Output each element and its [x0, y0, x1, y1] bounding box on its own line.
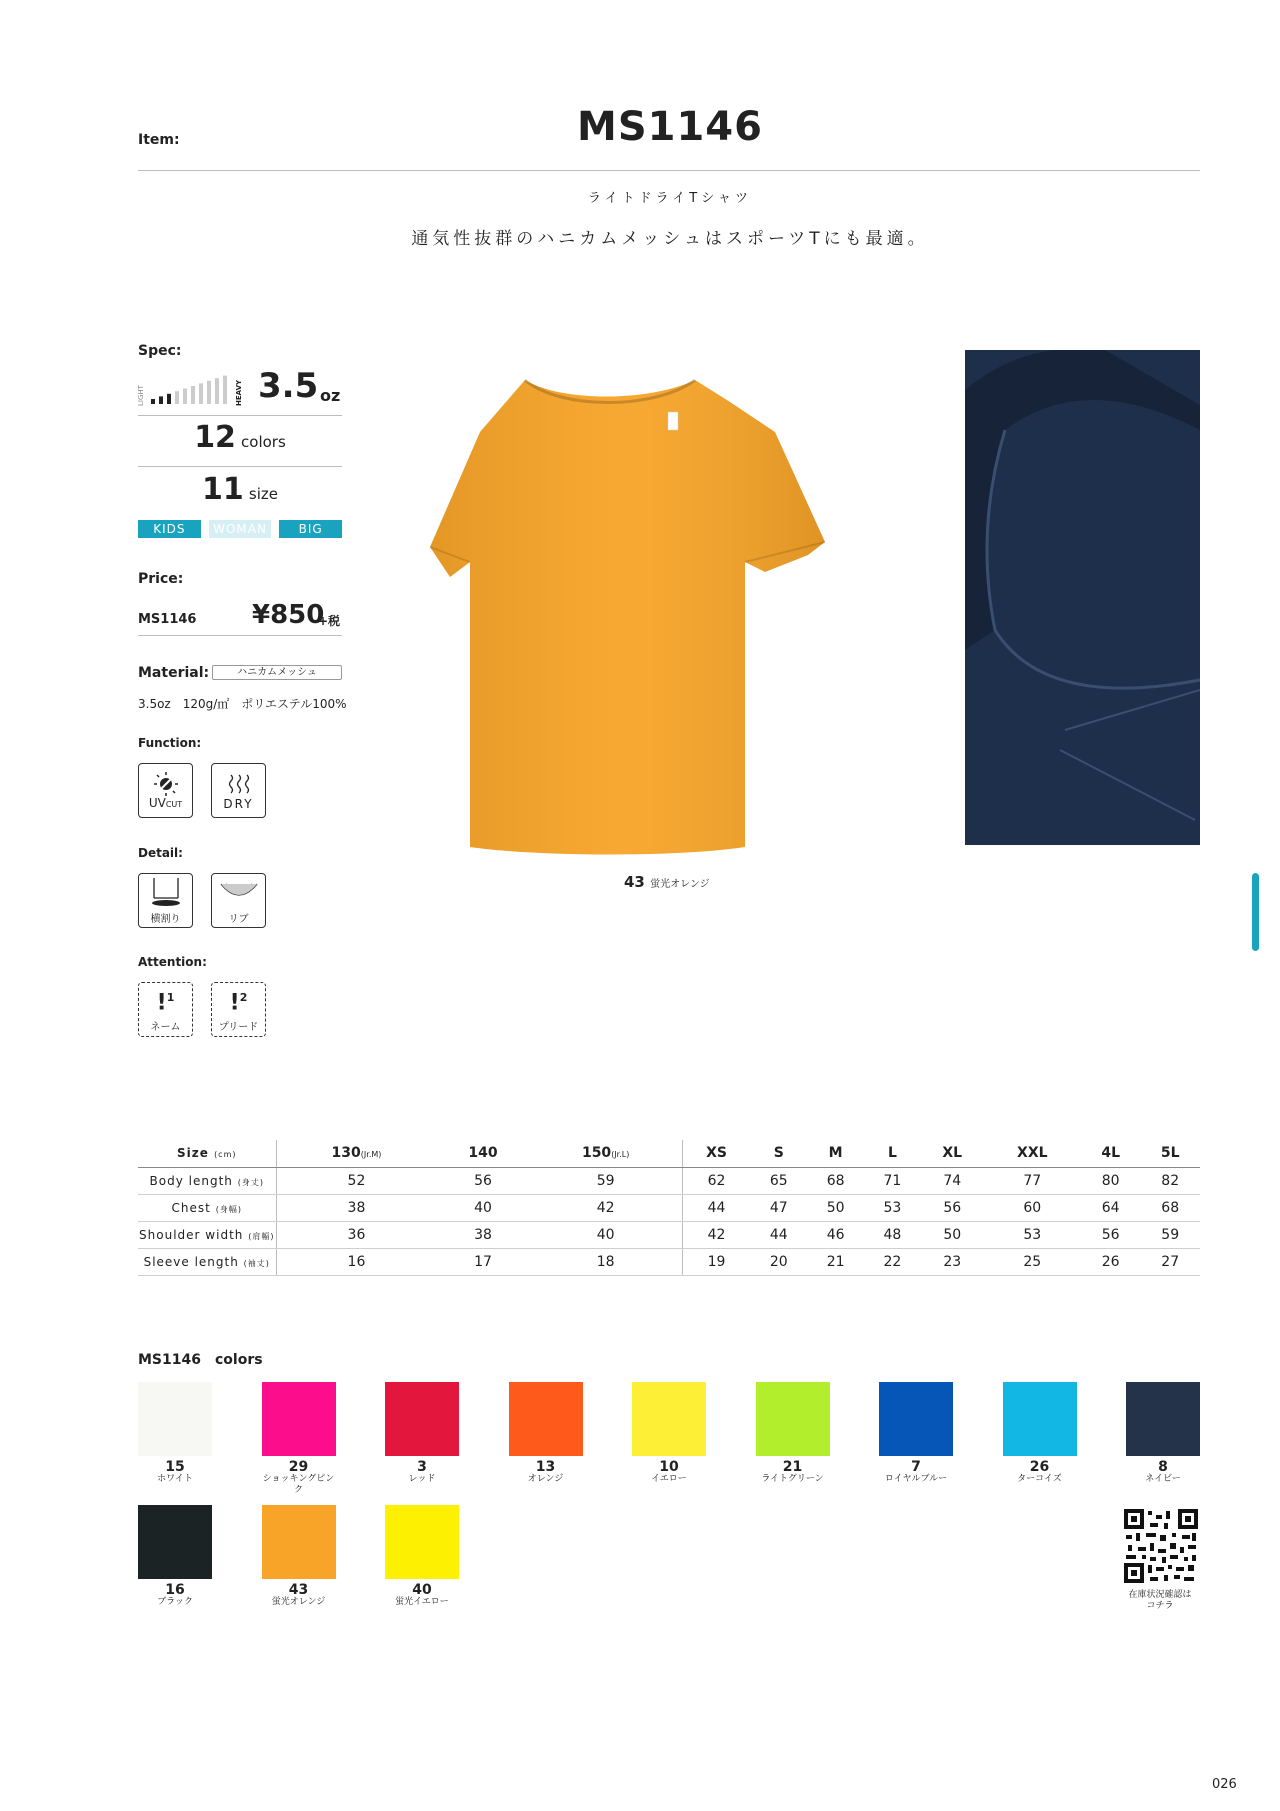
- material-badge: ハニカムメッシュ: [212, 665, 342, 680]
- color-name: 蛍光イエロー: [395, 1597, 449, 1607]
- size-cell: 16: [276, 1248, 436, 1275]
- size-cell: 40: [530, 1221, 683, 1248]
- size-cell: 60: [984, 1194, 1081, 1221]
- color-swatch-item[interactable]: [385, 1382, 459, 1485]
- color-swatch-item[interactable]: [138, 1505, 212, 1608]
- size-row-label: Sleeve length (袖丈): [138, 1248, 276, 1275]
- size-cell: 56: [1081, 1221, 1141, 1248]
- caption-color-name: 蛍光オレンジ: [650, 879, 710, 890]
- size-cell: 80: [1081, 1167, 1141, 1194]
- table-row: [138, 1167, 1200, 1194]
- color-chip[interactable]: [509, 1382, 583, 1456]
- size-col-4l: 4L: [1081, 1140, 1141, 1167]
- size-cell: 25: [984, 1248, 1081, 1275]
- size-col-140: 140: [436, 1140, 529, 1167]
- color-swatch-item[interactable]: [1126, 1382, 1200, 1485]
- color-chip[interactable]: [138, 1505, 212, 1579]
- size-tag-kids: KIDS: [138, 520, 201, 538]
- size-row-label: Chest (身幅): [138, 1194, 276, 1221]
- weight-level-bar: [215, 378, 219, 404]
- size-cell: 40: [436, 1194, 529, 1221]
- color-swatch-item[interactable]: [385, 1505, 459, 1608]
- size-range-tags: [138, 520, 342, 538]
- size-cell: 44: [750, 1221, 807, 1248]
- product-image-caption: [624, 873, 710, 891]
- page-title: MS1146: [577, 104, 763, 150]
- size-cell: 50: [807, 1194, 864, 1221]
- uv-sun-graphic: [151, 771, 181, 797]
- color-name: レッド: [408, 1474, 436, 1484]
- color-chip[interactable]: [385, 1505, 459, 1579]
- spec-divider-2: [138, 466, 342, 467]
- size-cell: 38: [436, 1221, 529, 1248]
- fabric-weight-value: 3.5: [258, 366, 319, 406]
- color-name: ショッキングピンク: [262, 1474, 335, 1495]
- side-split-graphic: [146, 876, 186, 908]
- colors-title: MS1146 colors: [138, 1352, 263, 1368]
- color-name: イエロー: [651, 1474, 687, 1484]
- color-swatch-item[interactable]: [879, 1382, 953, 1485]
- dry-wave-graphic: [224, 772, 254, 798]
- weight-meter-graphic: [136, 368, 246, 408]
- price-label: Price:: [138, 571, 184, 587]
- item-label: Item:: [138, 132, 180, 148]
- size-tag-woman: WOMAN: [209, 520, 272, 538]
- size-count-value: 11: [202, 472, 244, 507]
- meter-heavy-label: HEAVY: [235, 379, 243, 406]
- color-swatch-item[interactable]: [138, 1382, 212, 1485]
- size-col-5l: 5L: [1140, 1140, 1200, 1167]
- size-col-xl: XL: [921, 1140, 984, 1167]
- uv-cut-icon: UVCUT: [138, 763, 193, 818]
- neck-label: [668, 412, 678, 430]
- size-count-unit: size: [248, 485, 278, 503]
- table-row: [138, 1221, 1200, 1248]
- color-chip[interactable]: [756, 1382, 830, 1456]
- color-chip[interactable]: [1126, 1382, 1200, 1456]
- qr-code[interactable]: [1124, 1509, 1198, 1583]
- size-cell: 53: [864, 1194, 921, 1221]
- function-label: Function:: [138, 736, 202, 750]
- meter-light-label: LIGHT: [137, 385, 145, 406]
- weight-level-bars: [151, 376, 227, 404]
- size-cell: 20: [750, 1248, 807, 1275]
- weight-level-bar: [223, 376, 227, 404]
- color-swatch-item[interactable]: [509, 1382, 583, 1485]
- color-name: ライトグリーン: [761, 1474, 824, 1484]
- fabric-closeup-photo: [965, 350, 1200, 845]
- size-row-label: Shoulder width (肩幅): [138, 1221, 276, 1248]
- color-code: 26: [1029, 1459, 1050, 1475]
- size-cell: 82: [1140, 1167, 1200, 1194]
- size-cell: 47: [750, 1194, 807, 1221]
- color-code: 40: [412, 1582, 432, 1598]
- weight-level-bar: [207, 381, 211, 404]
- price-divider: [138, 635, 342, 636]
- size-cell: 44: [682, 1194, 750, 1221]
- color-code: 8: [1158, 1459, 1168, 1475]
- size-col-xxl: XXL: [984, 1140, 1081, 1167]
- size-cell: 68: [1140, 1194, 1200, 1221]
- color-chip[interactable]: [1003, 1382, 1077, 1456]
- size-cell: 26: [1081, 1248, 1141, 1275]
- size-cell: 17: [436, 1248, 529, 1275]
- caption-color-code: 43: [624, 873, 645, 891]
- size-cell: 65: [750, 1167, 807, 1194]
- size-cell: 56: [921, 1194, 984, 1221]
- size-head-label: Size (cm): [138, 1140, 276, 1167]
- size-cell: 52: [276, 1167, 436, 1194]
- weight-level-bar: [175, 391, 179, 404]
- page-number: 026: [1212, 1777, 1237, 1792]
- color-code: 15: [165, 1459, 185, 1475]
- rib-collar-icon: リブ: [211, 873, 266, 928]
- color-swatch-item[interactable]: [262, 1505, 336, 1608]
- weight-level-bar: [183, 389, 187, 404]
- color-code: 7: [911, 1459, 921, 1475]
- color-name: ターコイズ: [1017, 1474, 1062, 1484]
- weight-level-bar: [191, 386, 195, 404]
- size-cell: 64: [1081, 1194, 1141, 1221]
- weight-level-bar: [151, 399, 155, 404]
- price-value: ¥850: [252, 600, 325, 630]
- size-cell: 71: [864, 1167, 921, 1194]
- size-cell: 68: [807, 1167, 864, 1194]
- size-cell: 50: [921, 1221, 984, 1248]
- price-model-code: MS1146: [138, 612, 197, 627]
- size-cell: 21: [807, 1248, 864, 1275]
- weight-level-bar: [199, 383, 203, 404]
- size-cell: 62: [682, 1167, 750, 1194]
- size-cell: 36: [276, 1221, 436, 1248]
- spec-divider-1: [138, 415, 342, 416]
- size-col-l: L: [864, 1140, 921, 1167]
- size-cell: 46: [807, 1221, 864, 1248]
- size-cell: 23: [921, 1248, 984, 1275]
- color-chip[interactable]: [385, 1382, 459, 1456]
- side-split-icon: 横割り: [138, 873, 193, 928]
- size-cell: 22: [864, 1248, 921, 1275]
- color-count-value: 12: [194, 420, 236, 455]
- size-cell: 42: [682, 1221, 750, 1248]
- size-cell: 74: [921, 1167, 984, 1194]
- size-table-header: [138, 1140, 1200, 1167]
- color-name: オレンジ: [527, 1474, 564, 1484]
- color-name: ネイビー: [1145, 1474, 1181, 1484]
- color-chip[interactable]: [262, 1382, 336, 1456]
- fabric-weight-unit: oz: [320, 386, 341, 405]
- size-tag-big: BIG: [279, 520, 342, 538]
- color-code: 3: [417, 1459, 427, 1475]
- weight-level-bar: [167, 394, 171, 404]
- color-name: 蛍光オレンジ: [271, 1597, 326, 1607]
- size-cell: 42: [530, 1194, 683, 1221]
- color-name: ロイヤルブルー: [884, 1474, 948, 1484]
- table-row: [138, 1248, 1200, 1275]
- size-cell: 19: [682, 1248, 750, 1275]
- spec-label: Spec:: [138, 343, 182, 359]
- size-cell: 59: [530, 1167, 683, 1194]
- size-cell: 48: [864, 1221, 921, 1248]
- size-col-s: S: [750, 1140, 807, 1167]
- color-chip[interactable]: [138, 1382, 212, 1456]
- color-swatch-item[interactable]: [262, 1382, 336, 1496]
- color-swatch-item[interactable]: [756, 1382, 830, 1485]
- dry-icon: DRY: [211, 763, 266, 818]
- size-cell: 53: [984, 1221, 1081, 1248]
- size-cell: 56: [436, 1167, 529, 1194]
- color-code: 43: [288, 1582, 309, 1598]
- weight-level-bar: [159, 396, 163, 404]
- size-col-150: 150(Jr.L): [530, 1140, 683, 1167]
- color-code: 13: [535, 1459, 556, 1475]
- size-count: [138, 472, 342, 507]
- weight-meter: [136, 368, 246, 408]
- size-cell: 27: [1140, 1248, 1200, 1275]
- color-swatch-item[interactable]: [632, 1382, 706, 1485]
- color-code: 21: [782, 1459, 803, 1475]
- size-cell: 18: [530, 1248, 683, 1275]
- material-detail: 3.5oz 120g/㎡ ポリエステル100%: [138, 697, 347, 711]
- size-cell: 38: [276, 1194, 436, 1221]
- size-col-m: M: [807, 1140, 864, 1167]
- size-cell: 77: [984, 1167, 1081, 1194]
- color-name: ホワイト: [157, 1474, 193, 1484]
- color-chip[interactable]: [879, 1382, 953, 1456]
- color-count: [138, 420, 342, 455]
- header-divider: [138, 170, 1200, 171]
- color-code: 16: [165, 1582, 185, 1598]
- size-col-xs: XS: [682, 1140, 750, 1167]
- table-row: [138, 1194, 1200, 1221]
- color-name: ブラック: [157, 1597, 193, 1607]
- color-chip[interactable]: [262, 1505, 336, 1579]
- color-chip[interactable]: [632, 1382, 706, 1456]
- attention-icon: !$^1$ ネーム: [138, 982, 193, 1037]
- size-cell: 59: [1140, 1221, 1200, 1248]
- product-tagline: 通気性抜群のハニカムメッシュはスポーツTにも最適。: [411, 229, 929, 249]
- material-label: Material:: [138, 665, 210, 681]
- section-index-tab: [1252, 873, 1259, 951]
- detail-label: Detail:: [138, 846, 183, 860]
- size-chart-table: [138, 1140, 1200, 1276]
- price-tax-note: +税: [318, 614, 341, 628]
- size-col-130: 130(Jr.M): [276, 1140, 436, 1167]
- attention-label: Attention:: [138, 955, 207, 969]
- color-code: 10: [659, 1459, 679, 1475]
- product-subtitle: ライトドライTシャツ: [588, 191, 752, 206]
- attention-icon: !$^2$ プリード: [211, 982, 266, 1037]
- qr-caption: 在庫状況確認は コチラ: [1128, 1590, 1192, 1611]
- color-code: 29: [288, 1459, 309, 1475]
- size-row-label: Body length (身丈): [138, 1167, 276, 1194]
- product-photo-tshirt: [430, 372, 910, 862]
- color-swatch-item[interactable]: [1003, 1382, 1077, 1485]
- rib-collar-graphic: [219, 876, 259, 908]
- color-count-unit: colors: [241, 433, 286, 451]
